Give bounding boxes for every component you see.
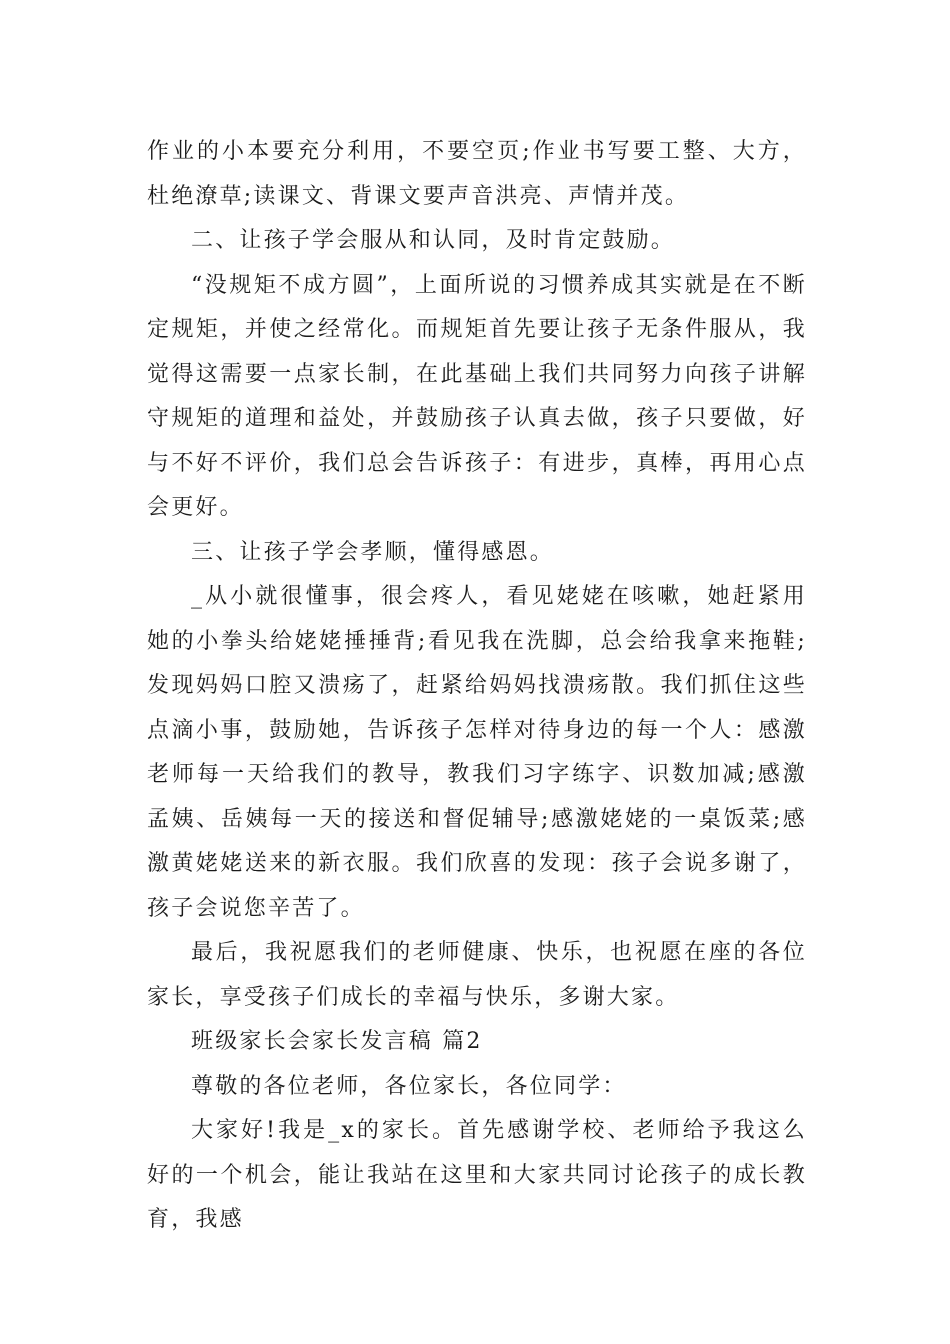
- paragraph-closing: 最后，我祝愿我们的老师健康、快乐，也祝愿在座的各位家长，享受孩子们成长的幸福与快乐，多谢大家。: [147, 940, 807, 1010]
- paragraph-gratitude: _从小就很懂事，很会疼人，看见姥姥在咳嗽，她赶紧用她的小拳头给姥姥捶捶背;看见我在洗脚，总会给我拿来拖鞋;发现妈妈口腔又溃疡了，赶紧给妈妈找溃疡散。我们抓住这些点滴小事，鼓励她，告诉孩子怎样对待身边的每一个人：感激老师每一天给我们的教导，教我们习字练字、识数加减;感激孟姨、岳姨每一天的接送和督促辅导;感激姥姥的一桌饭菜;感激黄姥姥送来的新衣服。我们欣喜的发现：孩子会说多谢了，孩子会说您辛苦了。: [147, 584, 807, 921]
- paragraph-opening: 大家好!我是_x的家长。首先感谢学校、老师给予我这么好的一个机会，能让我站在这里和大家共同讨论孩子的成长教育，我感: [147, 1118, 807, 1232]
- paragraph-continuation: 作业的小本要充分利用，不要空页;作业书写要工整、大方，杜绝潦草;读课文、背课文要声音洪亮、声情并茂。: [147, 139, 807, 209]
- paragraph-rules: “没规矩不成方圆”，上面所说的习惯养成其实就是在不断定规矩，并使之经常化。而规矩首先要让孩子无条件服从，我觉得这需要一点家长制，在此基础上我们共同努力向孩子讲解守规矩的道理和益处，并鼓励孩子认真去做，孩子只要做，好与不好不评价，我们总会告诉孩子：有进步，真棒，再用心点会更好。: [147, 272, 807, 520]
- section-heading-three: 三、让孩子学会孝顺，懂得感恩。: [191, 539, 555, 565]
- salutation: 尊敬的各位老师，各位家长，各位同学：: [191, 1073, 627, 1099]
- article-title: 班级家长会家长发言稿 篇2: [191, 1029, 483, 1054]
- section-heading-two: 二、让孩子学会服从和认同，及时肯定鼓励。: [191, 228, 676, 253]
- document-body: [147, 130, 807, 1243]
